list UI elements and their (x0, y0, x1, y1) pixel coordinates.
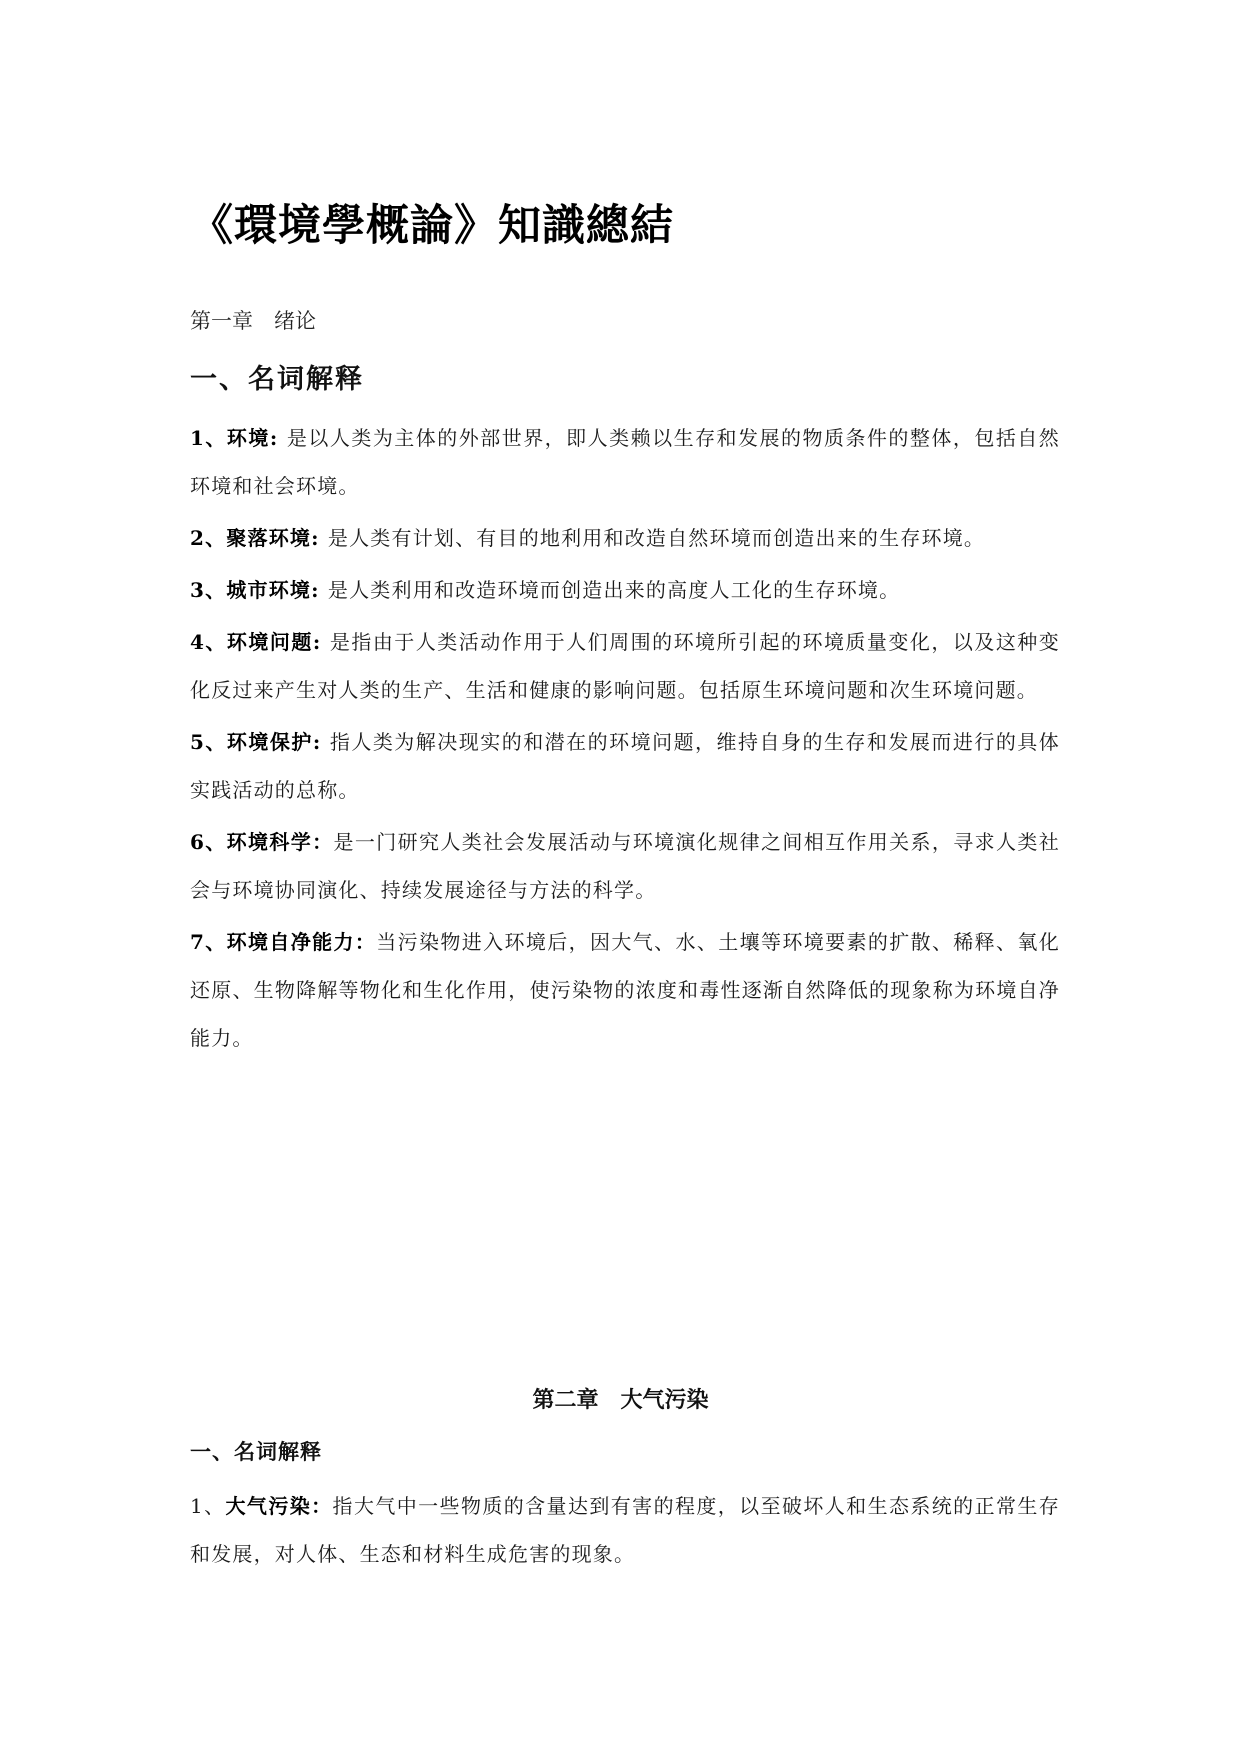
definition-text: 是人类利用和改造环境而创造出来的高度人工化的生存环境。 (327, 578, 901, 602)
definition-term: 聚落环境 (226, 526, 312, 550)
definition-item (190, 718, 1060, 814)
definition-item (190, 818, 1060, 914)
definition-index: 1、 (190, 1494, 226, 1518)
definition-text: 是一门研究人类社会发展活动与环境演化规律之间相互作用关系，寻求人类社会与环境协同演化、持续发展途径与方法的科学。 (190, 830, 1060, 902)
definition-item (190, 514, 1060, 562)
definition-text: 指人类为解决现实的和潜在的环境问题，维持自身的生存和发展而进行的具体实践活动的总称。 (190, 730, 1060, 802)
definition-separator: ： (311, 1494, 333, 1518)
definition-separator: : (312, 630, 330, 654)
definition-separator: ： (354, 930, 377, 954)
definition-index: 6、 (190, 830, 227, 854)
definition-separator: : (311, 578, 328, 602)
definition-separator: : (312, 730, 330, 754)
definition-separator: ： (312, 830, 334, 854)
definition-index: 4、 (190, 630, 227, 654)
definition-text: 指大气中一些物质的含量达到有害的程度，以至破坏人和生态系统的正常生存和发展，对人体、生态和材料生成危害的现象。 (190, 1494, 1060, 1566)
definition-index: 7、 (190, 930, 227, 954)
definition-separator: : (269, 426, 287, 450)
definition-term: 环境自净能力 (226, 930, 355, 954)
definition-index: 5、 (190, 730, 227, 754)
definition-list-chapter-1 (190, 414, 1060, 1066)
definition-term: 城市环境 (226, 578, 312, 602)
definition-text: 是指由于人类活动作用于人们周围的环境所引起的环境质量变化，以及这种变化反过来产生对人类的生产、生活和健康的影响问题。包括原生环境问题和次生环境问题。 (190, 630, 1060, 702)
definition-text: 是人类有计划、有目的地利用和改造自然环境而创造出来的生存环境。 (327, 526, 986, 550)
definition-term: 环境科学 (226, 830, 313, 854)
definition-index: 2、 (190, 526, 227, 550)
definition-index: 1、 (190, 426, 227, 450)
definition-item (190, 414, 1060, 510)
chapter-2-heading: 第二章 大气污染 (532, 1388, 709, 1413)
chapter-1-heading: 第一章 绪论 (190, 309, 316, 333)
definition-term: 大气污染 (225, 1494, 312, 1518)
definition-item (190, 566, 1060, 614)
document-title: 《環境學概論》知識總結 (190, 201, 674, 251)
definition-item (190, 918, 1060, 1062)
definition-term: 环境 (226, 426, 270, 450)
definition-list-chapter-2 (190, 1482, 1060, 1582)
definition-text: 是以人类为主体的外部世界，即人类赖以生存和发展的物质条件的整体，包括自然环境和社会环境。 (190, 426, 1060, 498)
definition-index: 3、 (190, 578, 227, 602)
definition-item (190, 618, 1060, 714)
definition-term: 环境问题 (226, 630, 313, 654)
definition-text: 当污染物进入环境后，因大气、水、土壤等环境要素的扩散、稀释、氧化还原、生物降解等物化和生化作用，使污染物的浓度和毒性逐渐自然降低的现象称为环境自净能力。 (190, 930, 1060, 1050)
definition-separator: : (311, 526, 328, 550)
section-2-heading: 一、名词解释 (190, 1440, 322, 1464)
definition-term: 环境保护 (226, 730, 313, 754)
definition-item (190, 1482, 1060, 1578)
section-1-heading: 一、名词解释 (190, 364, 364, 395)
